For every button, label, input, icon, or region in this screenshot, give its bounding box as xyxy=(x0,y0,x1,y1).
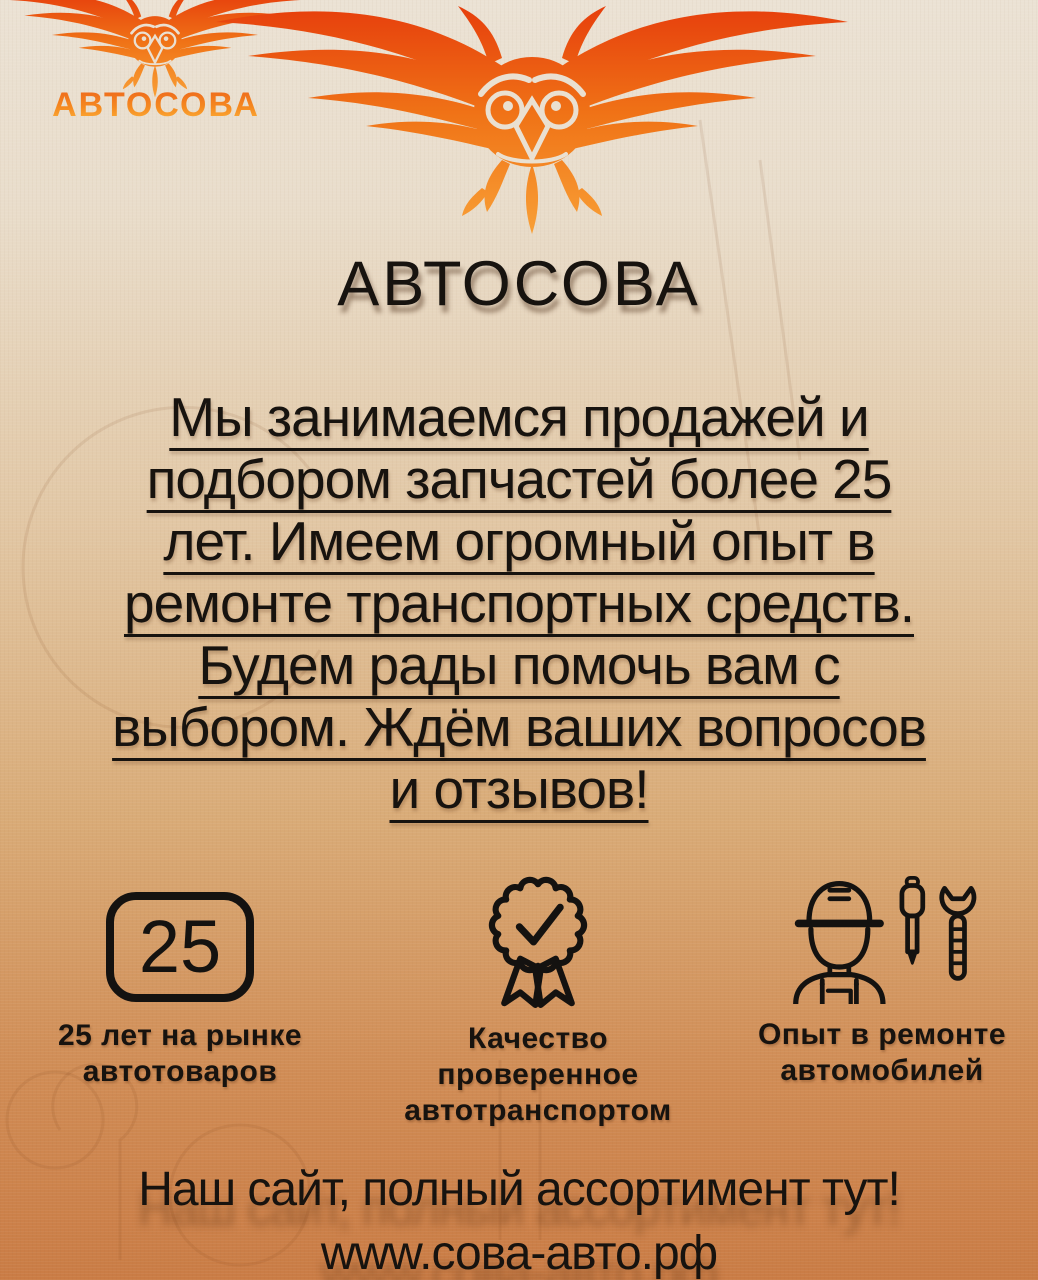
intro-line: Мы занимаемся продажей и xyxy=(169,386,869,448)
brand-name: АВТОСОВА xyxy=(0,86,312,125)
intro-line: подбором запчастей более 25 xyxy=(146,448,892,510)
intro-line: ремонте транспортных средств. xyxy=(123,572,914,634)
page-title: АВТОСОВА xyxy=(337,249,701,319)
intro-text xyxy=(0,386,1038,820)
intro-line: и отзывов! xyxy=(389,758,649,820)
feature-label: Качество проверенное автотранспортом xyxy=(404,1022,672,1127)
25-years-plate-icon xyxy=(106,892,254,1002)
badge-number: 25 xyxy=(138,905,222,988)
website-url: www.сова-авто.рф xyxy=(320,1227,718,1280)
feature-quality xyxy=(388,870,688,1129)
mechanic-tools-icon xyxy=(782,876,982,1004)
feature-repair-experience xyxy=(726,876,1038,1089)
intro-line: выбором. Ждём ваших вопросов xyxy=(112,696,926,758)
intro-line: Будем рады помочь вам с xyxy=(198,634,840,696)
feature-25-years xyxy=(18,892,342,1090)
feature-label: Опыт в ремонте автомобилей xyxy=(757,1018,1007,1087)
footer xyxy=(0,1158,1038,1280)
quality-award-icon xyxy=(478,870,598,1012)
footer-tagline: Наш сайт, полный ассортимент тут! xyxy=(138,1163,900,1216)
intro-line: лет. Имеем огромный опыт в xyxy=(163,510,875,572)
feature-label: 25 лет на рынке автотоваров xyxy=(57,1019,303,1088)
owl-hero-icon xyxy=(182,0,882,252)
